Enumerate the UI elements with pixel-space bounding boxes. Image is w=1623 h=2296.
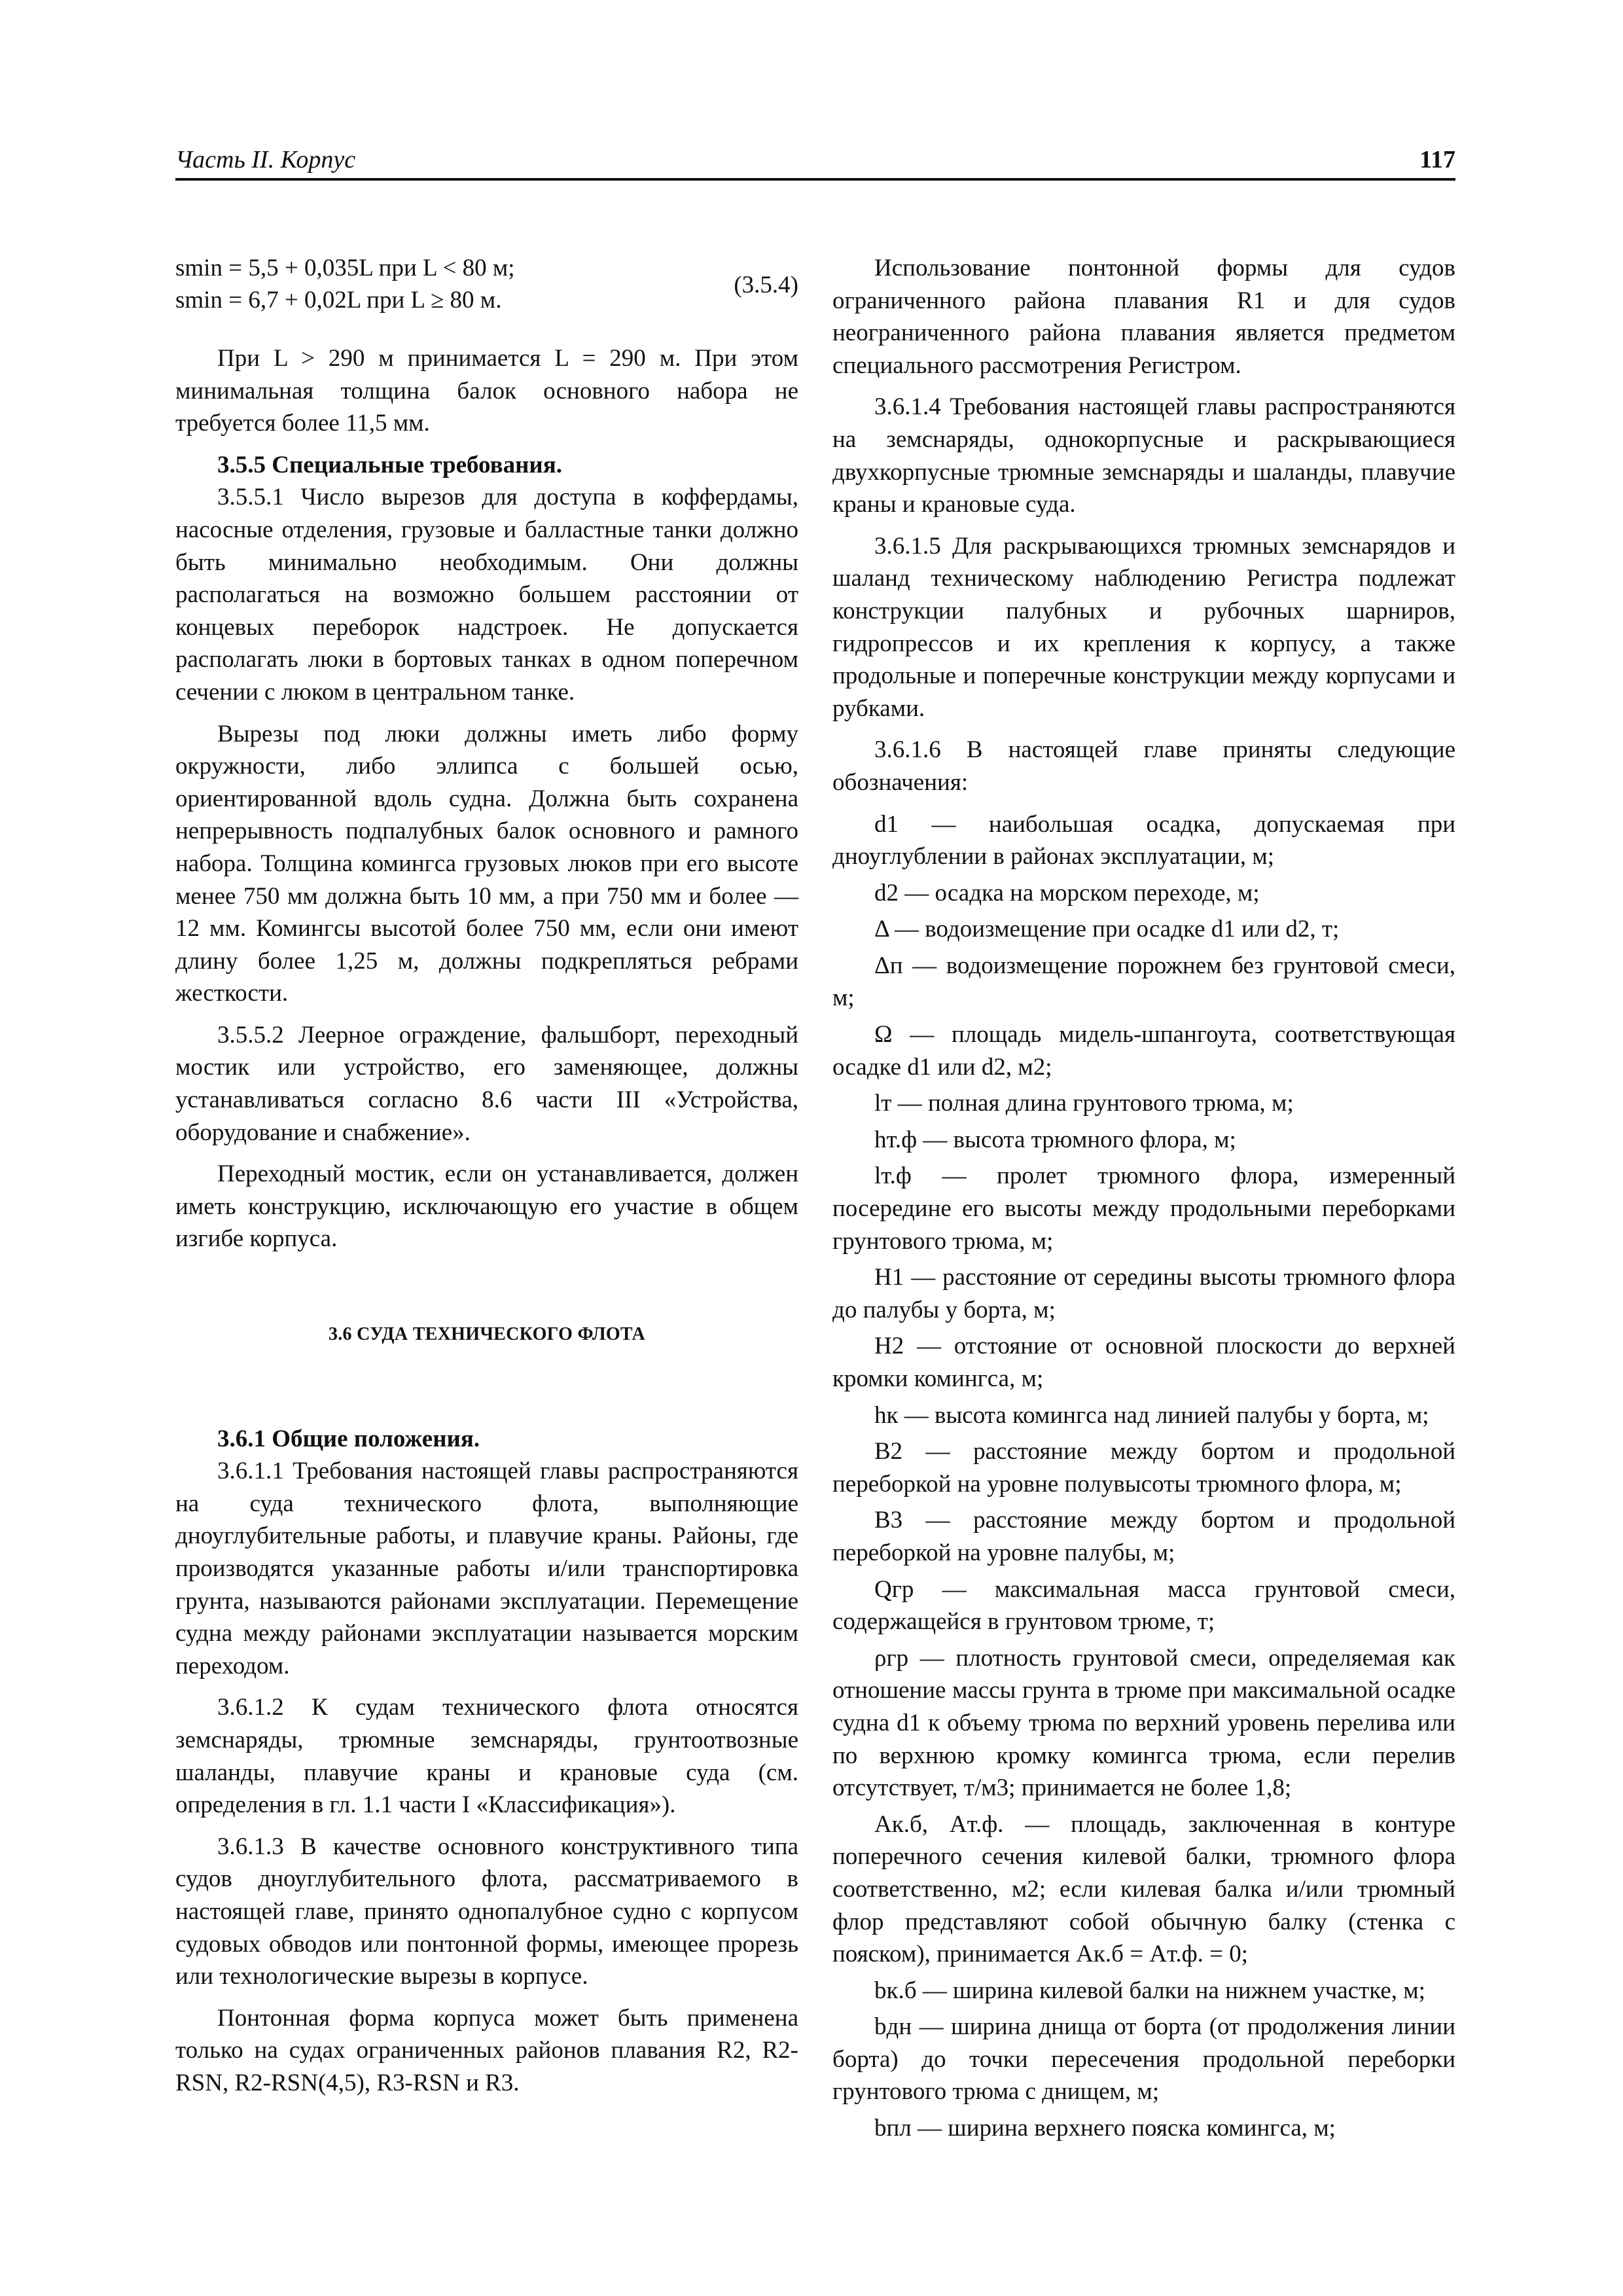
heading-3-6-1: 3.6.1 Общие положения. — [217, 1425, 480, 1452]
right-column — [832, 252, 1455, 2149]
definition-qgr: Qгр — максимальная масса грунтовой смеси, содержащейся в грунтовом трюме, т; — [832, 1575, 1455, 1636]
paragraph-3-6-1-5: 3.6.1.5 Для раскрывающихся трюмных земснарядов и шаланд техническому наблюдению Регистра подлежат конструкции палубных и рубочных шарниров, гидропрессов и их крепления к корпусу, а также продольные и поперечные конструкции между корпусами и рубками. — [832, 532, 1455, 722]
definition-lt: lт — полная длина грунтового трюма, м; — [874, 1090, 1294, 1117]
definition-bpl: bпл — ширина верхнего пояска комингса, м; — [874, 2115, 1336, 2142]
definition-omega: Ω — площадь мидель-шпангоута, соответствующая осадке d1 или d2, м2; — [832, 1021, 1455, 1081]
section-heading-3-6: 3.6 СУДА ТЕХНИЧЕСКОГО ФЛОТА — [328, 1324, 646, 1345]
definition-bkb: bк.б — ширина килевой балки на нижнем участке, м; — [874, 1977, 1425, 2004]
running-header — [175, 143, 1455, 181]
paragraph-3-5-5-1: 3.5.5.1 Число вырезов для доступа в коффердамы, насосные отделения, грузовые и балластные танки должно быть минимально необходимым. Они должны располагаться на возможно большем расстоянии от концевых переборок надстроек. Не допускается располагать люки в бортовых танках в одном поперечном сечении с люком в центральном танке. — [175, 484, 798, 706]
paragraph-pontoon-use: Использование понтонной формы для судов ограниченного района плавания R1 и для судов неограниченного района плавания является предметом специального рассмотрения Регистром. — [832, 255, 1455, 379]
definition-akb: Aк.б, Aт.ф. — площадь, заключенная в контуре поперечного сечения килевой балки, трюмного флора соответственно, м2; если килевая балка и/или трюмный флор представляют собой обычную балку (стенка с пояском), принимается Aк.б = Aт.ф. = 0; — [832, 1810, 1455, 1968]
formula-line-1: smin = 5,5 + 0,035L при L < 80 м; — [175, 255, 515, 281]
paragraph-3-6-1-1: 3.6.1.1 Требования настоящей главы распространяются на суда технического флота, выполняющие дноуглубительные работы, и плавучие краны. Районы, где производятся указанные работы и/или транспортировка грунта, называются районами эксплуатации. Перемещение судна между районами эксплуатации называется морским переходом. — [175, 1458, 798, 1679]
paragraph-3-6-1-4: 3.6.1.4 Требования настоящей главы распространяются на земснаряды, однокорпусные и раскрывающиеся двухкорпусные трюмные земснаряды и шаланды, плавучие краны и крановые суда. — [832, 393, 1455, 518]
page-number: 117 — [1419, 146, 1455, 173]
paragraph-3-6-1-3: 3.6.1.3 В качестве основного конструктивного типа судов дноуглубительного флота, рассматриваемого в настоящей главе, принято однопалубное судно с корпусом судовых обводов или понтонной формы, имеющее прорезь или технологические вырезы в корпусе. — [175, 1833, 798, 1990]
definition-d2: d2 — осадка на морском переходе, м; — [874, 879, 1260, 906]
definition-ltf: lт.ф — пролет трюмного флора, измеренный посередине его высоты между продольными переборками грунтового трюма, м; — [832, 1162, 1455, 1255]
equation-number: (3.5.4) — [734, 272, 798, 298]
definition-h1: H1 — расстояние от середины высоты трюмного флора до палубы у борта, м; — [832, 1264, 1455, 1323]
paragraph-walkway: Переходный мостик, если он устанавливается, должен иметь конструкцию, исключающую его участие в общем изгибе корпуса. — [175, 1160, 798, 1253]
paragraph-pontoon-form: Понтонная форма корпуса может быть применена только на судах ограниченных районов плавания R2, R2-RSN, R2-RSN(4,5), R3-RSN и R3. — [175, 2004, 798, 2096]
paragraph-3-6-1-2: 3.6.1.2 К судам технического флота относятся земснаряды, трюмные земснаряды, грунтоотвозные шаланды, плавучие краны и крановые суда (см. определения в гл. 1.1 части I «Классификация»). — [175, 1694, 798, 1819]
definition-bdn: bдн — ширина днища от борта (от продолжения линии борта) до точки пересечения продольной переборки грунтового трюма с днищем, м; — [832, 2013, 1455, 2106]
paragraph-3-6-1-6: 3.6.1.6 В настоящей главе приняты следующие обозначения: — [832, 736, 1455, 796]
paragraph-3-5-5-2: 3.5.5.2 Леерное ограждение, фальшборт, переходный мостик или устройство, его заменяющее, должны устанавливаться согласно 8.6 части III «Устройства, оборудование и снабжение». — [175, 1021, 798, 1146]
definition-d1: d1 — наибольшая осадка, допускаемая при дноуглублении в районах эксплуатации, м; — [832, 810, 1455, 870]
definition-delta-p: Δп — водоизмещение порожнем без грунтовой смеси, м; — [832, 952, 1455, 1012]
definition-hk: hк — высота комингса над линией палубы у борта, м; — [874, 1401, 1429, 1429]
formula-3-5-4 — [175, 252, 798, 324]
definition-rho: ρгр — плотность грунтовой смеси, определяемая как отношение массы грунта в трюме при максимальной осадке судна d1 к объему трюма по верхний уровень перелива или по верхнюю кромку комингса трюма, если перелив отсутствует, т/м3; принимается не более 1,8; — [832, 1644, 1455, 1802]
paragraph-hatch-cutouts: Вырезы под люки должны иметь либо форму окружности, либо эллипса с большей осью, ориентированной вдоль судна. Должна быть сохранена непрерывность подпалубных балок основного и рамного набора. Толщина комингса грузовых люков при его высоте менее 750 мм должна быть 10 мм, а при 750 мм и более — 12 мм. Комингсы высотой более 750 мм, если они имеют длину более 1,25 м, должны подкрепляться ребрами жесткости. — [175, 720, 798, 1007]
heading-3-5-5: 3.5.5 Специальные требования. — [217, 451, 562, 478]
paragraph-max-length: При L > 290 м принимается L = 290 м. При этом минимальная толщина балок основного набора не требуется более 11,5 мм. — [175, 345, 798, 437]
part-title: Часть II. Корпус — [175, 146, 356, 173]
definition-b3: B3 — расстояние между бортом и продольной переборкой на уровне палубы, м; — [832, 1507, 1455, 1566]
definition-b2: B2 — расстояние между бортом и продольной переборкой на уровне полувысоты трюмного флора, м; — [832, 1438, 1455, 1498]
definition-delta: Δ — водоизмещение при осадке d1 или d2, т; — [874, 916, 1340, 943]
formula-line-2: smin = 6,7 + 0,02L при L ≥ 80 м. — [175, 287, 502, 314]
definition-h2: H2 — отстояние от основной плоскости до верхней кромки комингса, м; — [832, 1333, 1455, 1392]
left-column — [175, 252, 798, 2109]
definition-htf: hт.ф — высота трюмного флора, м; — [874, 1126, 1236, 1153]
